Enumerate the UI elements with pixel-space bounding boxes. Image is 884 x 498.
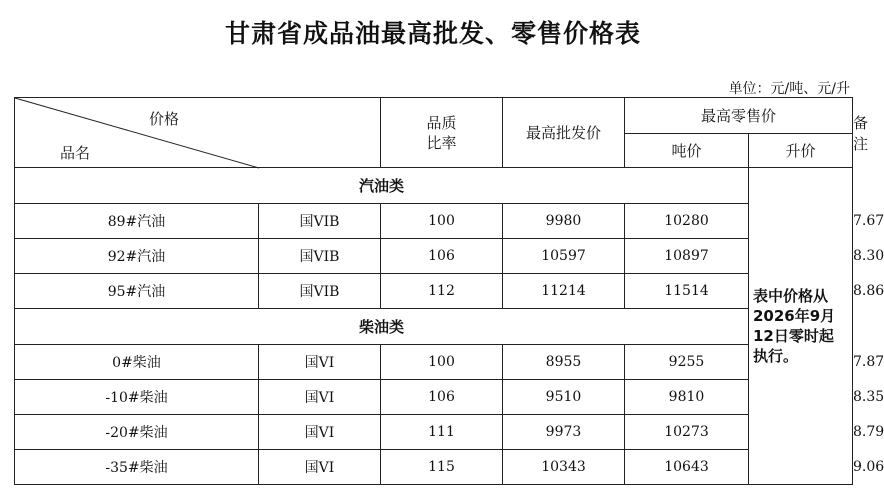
wholesale-price: 11214 [503, 274, 625, 309]
wholesale-price: 10597 [503, 239, 625, 274]
header-per-liter: 升价 [749, 134, 853, 168]
retail-per-ton: 10280 [625, 204, 749, 239]
remark-note: 表中价格从2026年9月12日零时起执行。 [749, 168, 853, 485]
price-table: 价格 品名 品质比率 最高批发价 最高零售价 备注 吨价 升价 汽油类 表中价格从2026年9月12日零时起执行。 89#汽油 国VIB 100 9980 10280 7.67 92#汽油 国VIB 106 10597 10897 8.30 95#汽油 国VIB 112 11214 11514 8.86 柴油类 0#柴油 国VI 100 8955 9255 7.87 -10#柴油 国VI 106 9510 9810 8.35 -20#柴油 国VI 111 9973 10273 8.79 -35#柴油 国VI 115 10343 10643 9.06 [14, 97, 853, 485]
quality-ratio: 112 [381, 274, 503, 309]
category-diesel: 柴油类 [15, 309, 749, 345]
quality-ratio: 106 [381, 380, 503, 415]
quality-ratio: 115 [381, 450, 503, 485]
product-name: 92#汽油 [15, 239, 259, 274]
product-standard: 国VIB [259, 239, 381, 274]
product-standard: 国VIB [259, 204, 381, 239]
wholesale-price: 9980 [503, 204, 625, 239]
table-row: 0#柴油 国VI 100 8955 9255 7.87 [15, 345, 853, 380]
wholesale-price: 9510 [503, 380, 625, 415]
retail-per-ton: 11514 [625, 274, 749, 309]
diagonal-line [15, 98, 259, 168]
quality-ratio: 100 [381, 345, 503, 380]
retail-per-ton: 9255 [625, 345, 749, 380]
product-name: 0#柴油 [15, 345, 259, 380]
product-name: -20#柴油 [15, 415, 259, 450]
table-row: -20#柴油 国VI 111 9973 10273 8.79 [15, 415, 853, 450]
page-title: 甘肃省成品油最高批发、零售价格表 [224, 19, 641, 48]
product-standard: 国VI [259, 415, 381, 450]
header-retail: 最高零售价 [625, 98, 853, 134]
table-row: 89#汽油 国VIB 100 9980 10280 7.67 [15, 204, 853, 239]
table-row: 95#汽油 国VIB 112 11214 11514 8.86 [15, 274, 853, 309]
table-row: -10#柴油 国VI 106 9510 9810 8.35 [15, 380, 853, 415]
header-price: 价格 [149, 110, 180, 128]
product-name: 89#汽油 [15, 204, 259, 239]
quality-ratio: 111 [381, 415, 503, 450]
retail-per-ton: 10643 [625, 450, 749, 485]
table-row: -35#柴油 国VI 115 10343 10643 9.06 [15, 450, 853, 485]
diagonal-header-cell [15, 98, 381, 168]
retail-per-ton: 9810 [625, 380, 749, 415]
product-standard: 国VIB [259, 274, 381, 309]
product-standard: 国VI [259, 450, 381, 485]
header-quality-ratio: 品质比率 [381, 98, 503, 168]
header-per-ton: 吨价 [625, 134, 749, 168]
quality-ratio: 106 [381, 239, 503, 274]
product-name: 95#汽油 [15, 274, 259, 309]
header-wholesale: 最高批发价 [503, 98, 625, 168]
wholesale-price: 10343 [503, 450, 625, 485]
quality-ratio: 100 [381, 204, 503, 239]
product-name: -35#柴油 [15, 450, 259, 485]
table-row: 92#汽油 国VIB 106 10597 10897 8.30 [15, 239, 853, 274]
product-standard: 国VI [259, 380, 381, 415]
wholesale-price: 9973 [503, 415, 625, 450]
product-name: -10#柴油 [15, 380, 259, 415]
retail-per-ton: 10897 [625, 239, 749, 274]
unit-label: 单位：元/吨、元/升 [728, 81, 850, 97]
header-product: 品名 [60, 144, 91, 162]
retail-per-ton: 10273 [625, 415, 749, 450]
category-gasoline: 汽油类 [15, 168, 749, 204]
wholesale-price: 8955 [503, 345, 625, 380]
product-standard: 国VI [259, 345, 381, 380]
